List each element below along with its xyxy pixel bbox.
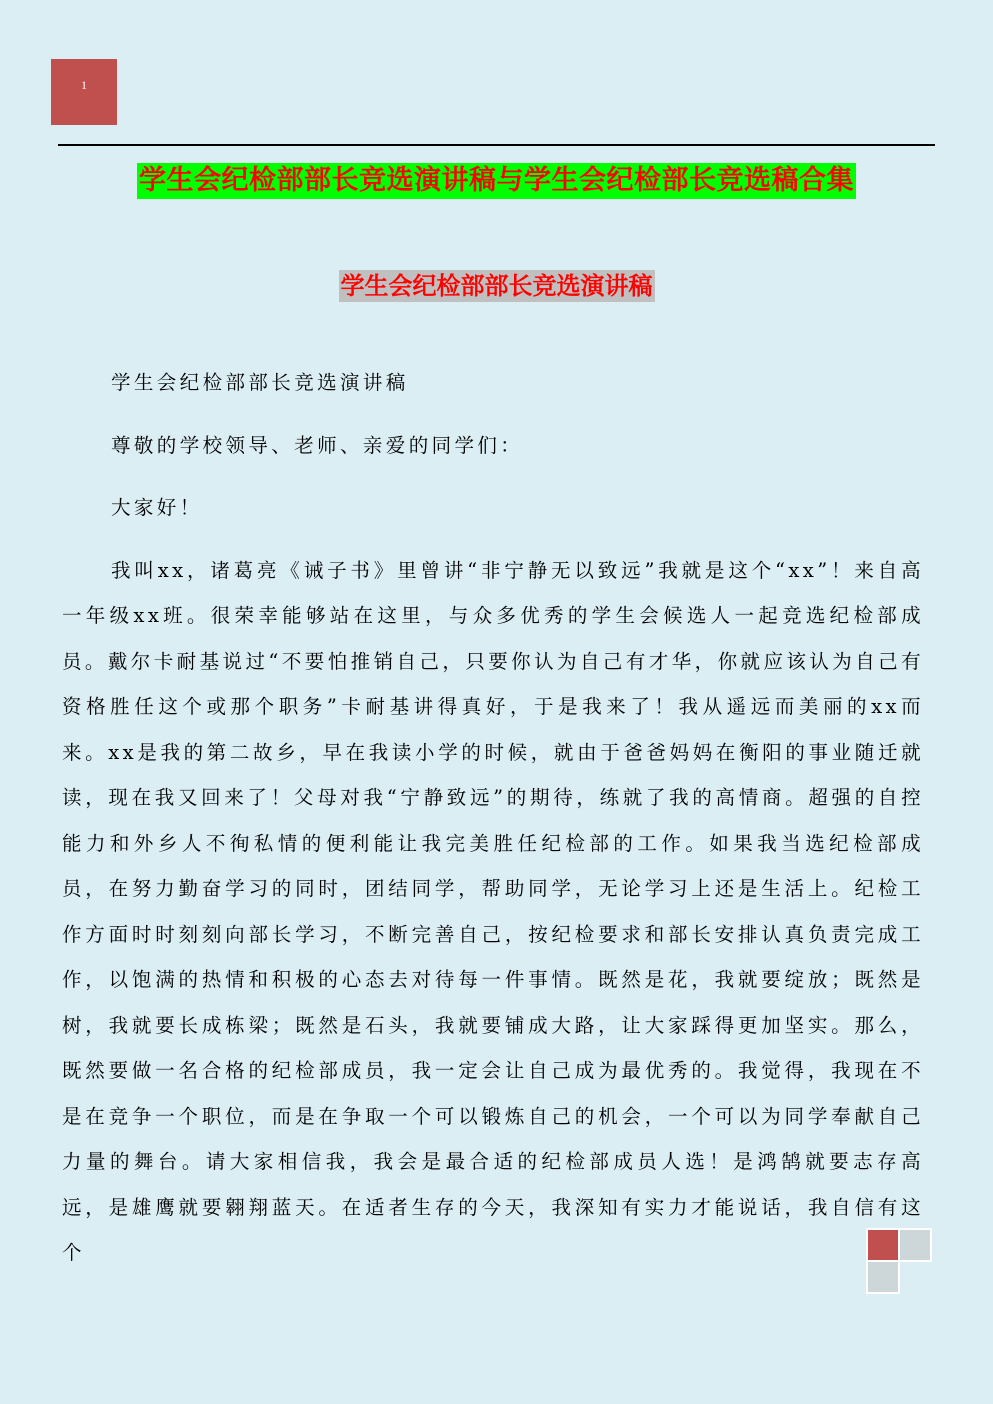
document-body — [62, 360, 924, 1276]
paragraph-greeting: 大家好！ — [111, 496, 203, 519]
paragraph-salutation: 尊敬的学校领导、老师、亲爱的同学们： — [111, 433, 524, 457]
main-title-container — [0, 163, 993, 199]
header-divider — [58, 144, 935, 146]
deco-square-gray — [898, 1228, 932, 1262]
page-number: 1 — [81, 78, 87, 92]
corner-decoration — [866, 1228, 934, 1294]
deco-square-red — [866, 1228, 900, 1262]
page-number-badge — [51, 59, 117, 125]
deco-square-gray — [866, 1260, 900, 1294]
paragraph-heading: 学生会纪检部部长竞选演讲稿 — [111, 371, 409, 394]
section-title: 学生会纪检部部长竞选演讲稿 — [340, 271, 653, 300]
paragraph-speech-body: 我叫xx，诸葛亮《诫子书》里曾讲“非宁静无以致远”我就是这个“xx”！来自高一年级xx班。很荣幸能够站在这里，与众多优秀的学生会候选人一起竞选纪检部成员。戴尔卡耐基说过“不要怕推销自己，只要你认为自己有才华，你就应该认为自己有资格胜任这个或那个职务”卡耐基讲得真好，于是我来了！我从遥远而美丽的xx而来。xx是我的第二故乡，早在我读小学的时候，就由于爸爸妈妈在衡阳的事业随迁就读，现在我又回来了！父母对我“宁静致远”的期待，练就了我的高情商。超强的自控能力和外乡人不徇私情的便利能让我完美胜任纪检部的工作。如果我当选纪检部成员，在努力勤奋学习的同时，团结同学，帮助同学，无论学习上还是生活上。纪检工作方面时时刻刻向部长学习，不断完善自己，按纪检要求和部长安排认真负责完成工作，以饱满的热情和积极的心态去对待每一件事情。既然是花，我就要绽放；既然是树，我就要长成栋梁；既然是石头，我就要铺成大路，让大家踩得更加坚实。那么，既然要做一名合格的纪检部成员，我一定会让自己成为最优秀的。我觉得，我现在不是在竞争一个职位，而是在争取一个可以锻炼自己的机会，一个可以为同学奉献自己力量的舞台。请大家相信我，我会是最合适的纪检部成员人选！是鸿鹄就要志存高远，是雄鹰就要翱翔蓝天。在适者生存的今天，我深知有实力才能说话，我自信有这个 — [62, 558, 924, 1264]
sub-title-container — [0, 270, 993, 302]
main-title: 学生会纪检部部长竞选演讲稿与学生会纪检部长竞选稿合集 — [137, 163, 856, 199]
